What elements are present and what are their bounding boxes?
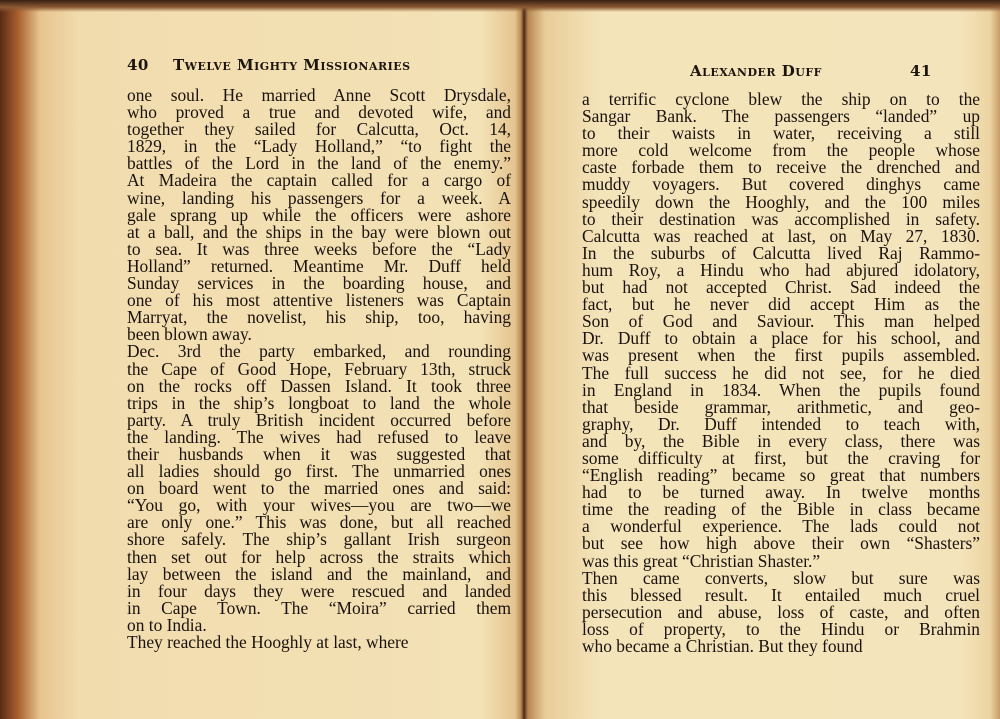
text-line: all ladies should go first. The unmarried ones xyxy=(127,461,511,482)
text-line: wine, landing his passengers for a week. A xyxy=(127,187,511,208)
text-line: graphy, Dr. Duff intended to teach with, xyxy=(582,413,980,434)
text-line: persecution and abuse, loss of caste, and often xyxy=(582,601,980,622)
text-line: that beside grammar, arithmetic, and geo- xyxy=(582,396,980,417)
text-line: been blown away. xyxy=(127,324,252,345)
text-line: Holland” returned. Meantime Mr. Duff held xyxy=(127,255,511,276)
text-line: Sunday services in the boarding house, and xyxy=(127,273,511,294)
page-body xyxy=(127,87,511,651)
text-line: Son of God and Saviour. This man helped xyxy=(582,311,980,332)
text-line: They reached the Hooghly at last, where xyxy=(127,632,409,652)
text-line: at a ball, and the ships in the bay were blown out xyxy=(127,221,511,242)
running-head: Alexander Duff xyxy=(690,62,822,80)
text-line: caste forbade them to receive the drenched and xyxy=(582,157,980,178)
text-line: but had not accepted Christ. Sad indeed the xyxy=(582,277,980,298)
text-line: to their destination was accomplished in safety. xyxy=(582,208,980,229)
text-line: this blessed result. It entailed much cruel xyxy=(582,584,980,605)
page-number: 41 xyxy=(910,62,932,80)
text-line: The full success he did not see, for he died xyxy=(582,362,980,383)
running-head: Twelve Mighty Missionaries xyxy=(173,56,411,74)
text-line: then set out for help across the straits which xyxy=(127,546,511,567)
text-line: and by, the Bible in every class, there was xyxy=(582,430,980,451)
text-line: a wonderful experience. The lads could not xyxy=(582,516,980,537)
text-line: one of his most attentive listeners was Captain xyxy=(127,290,511,311)
text-line: At Madeira the captain called for a cargo of xyxy=(127,170,511,191)
text-line: battles of the Lord in the land of the enemy.” xyxy=(127,153,511,174)
text-line: Calcutta was reached at last, on May 27, 1830. xyxy=(582,225,980,246)
text-line: the Cape of Good Hope, February 13th, struck xyxy=(127,358,511,379)
text-line: Then came converts, slow but sure was xyxy=(582,567,980,588)
text-line: “English reading” became so great that numbers xyxy=(582,465,980,486)
text-line: gale sprang up while the officers were ashore xyxy=(127,204,511,225)
text-line: hum Roy, a Hindu who had abjured idolatory, xyxy=(582,259,980,280)
text-line: to their waists in water, receiving a still xyxy=(582,123,980,144)
text-line: to sea. It was three weeks before the “Lady xyxy=(127,238,511,259)
text-line: the landing. The wives had refused to leave xyxy=(127,426,511,447)
text-line: speedily down the Hooghly, and the 100 miles xyxy=(582,191,980,212)
text-line: one soul. He married Anne Scott Drysdale, xyxy=(127,85,511,105)
text-line: on the rocks off Dassen Island. It took three xyxy=(127,375,511,396)
text-line: Dec. 3rd the party embarked, and rounding xyxy=(127,341,511,362)
page-number: 40 xyxy=(127,56,149,74)
right-page xyxy=(530,0,990,719)
text-line: shore safely. The ship’s gallant Irish surgeon xyxy=(127,529,511,550)
text-line: party. A truly British incident occurred before xyxy=(127,409,511,430)
text-line: lay between the island and the mainland, and xyxy=(127,563,511,584)
text-line: muddy voyagers. But covered dinghys came xyxy=(582,174,980,195)
text-line: trips in the ship’s longboat to land the whole xyxy=(127,392,511,413)
text-line: in England in 1834. When the pupils found xyxy=(582,379,980,400)
text-line: “You go, with your wives—you are two—we xyxy=(127,495,511,516)
text-line: who proved a true and devoted wife, and xyxy=(127,102,511,123)
text-line: but see how high above their own “Shasters” xyxy=(582,533,980,554)
left-page xyxy=(40,0,510,719)
text-line: more cold welcome from the people whose xyxy=(582,140,980,161)
text-line: are only one.” This was done, but all reached xyxy=(127,512,511,533)
text-line: some difficulty at first, but the craving for xyxy=(582,447,980,468)
text-line: 1829, in the “Lady Holland,” “to fight the xyxy=(127,136,511,157)
text-line: Marryat, the novelist, his ship, too, having xyxy=(127,307,511,328)
text-line: was present when the first pupils assembled. xyxy=(582,345,980,366)
text-line: had to be turned away. In twelve months xyxy=(582,482,980,503)
text-line: together they sailed for Calcutta, Oct. 14, xyxy=(127,119,511,140)
text-line: was this great “Christian Shaster.” xyxy=(582,550,821,571)
text-line: In the suburbs of Calcutta lived Raj Rammo- xyxy=(582,242,980,263)
text-line: on board went to the married ones and said: xyxy=(127,478,511,499)
text-line: time the reading of the Bible in class became xyxy=(582,499,980,520)
text-line: Dr. Duff to obtain a place for his school, and xyxy=(582,328,980,349)
text-line: a terrific cyclone blew the ship on to the xyxy=(582,89,980,109)
text-line: in four days they were rescued and landed xyxy=(127,580,511,601)
text-line: who became a Christian. But they found xyxy=(582,636,863,656)
page-body xyxy=(582,91,980,655)
text-line: on to India. xyxy=(127,614,207,635)
text-line: their husbands when it was suggested that xyxy=(127,443,511,464)
text-line: loss of property, to the Hindu or Brahmin xyxy=(582,618,980,639)
text-line: in Cape Town. The “Moira” carried them xyxy=(127,597,511,618)
text-line: fact, but he never did accept Him as the xyxy=(582,294,980,315)
text-line: Sangar Bank. The passengers “landed” up xyxy=(582,106,980,127)
